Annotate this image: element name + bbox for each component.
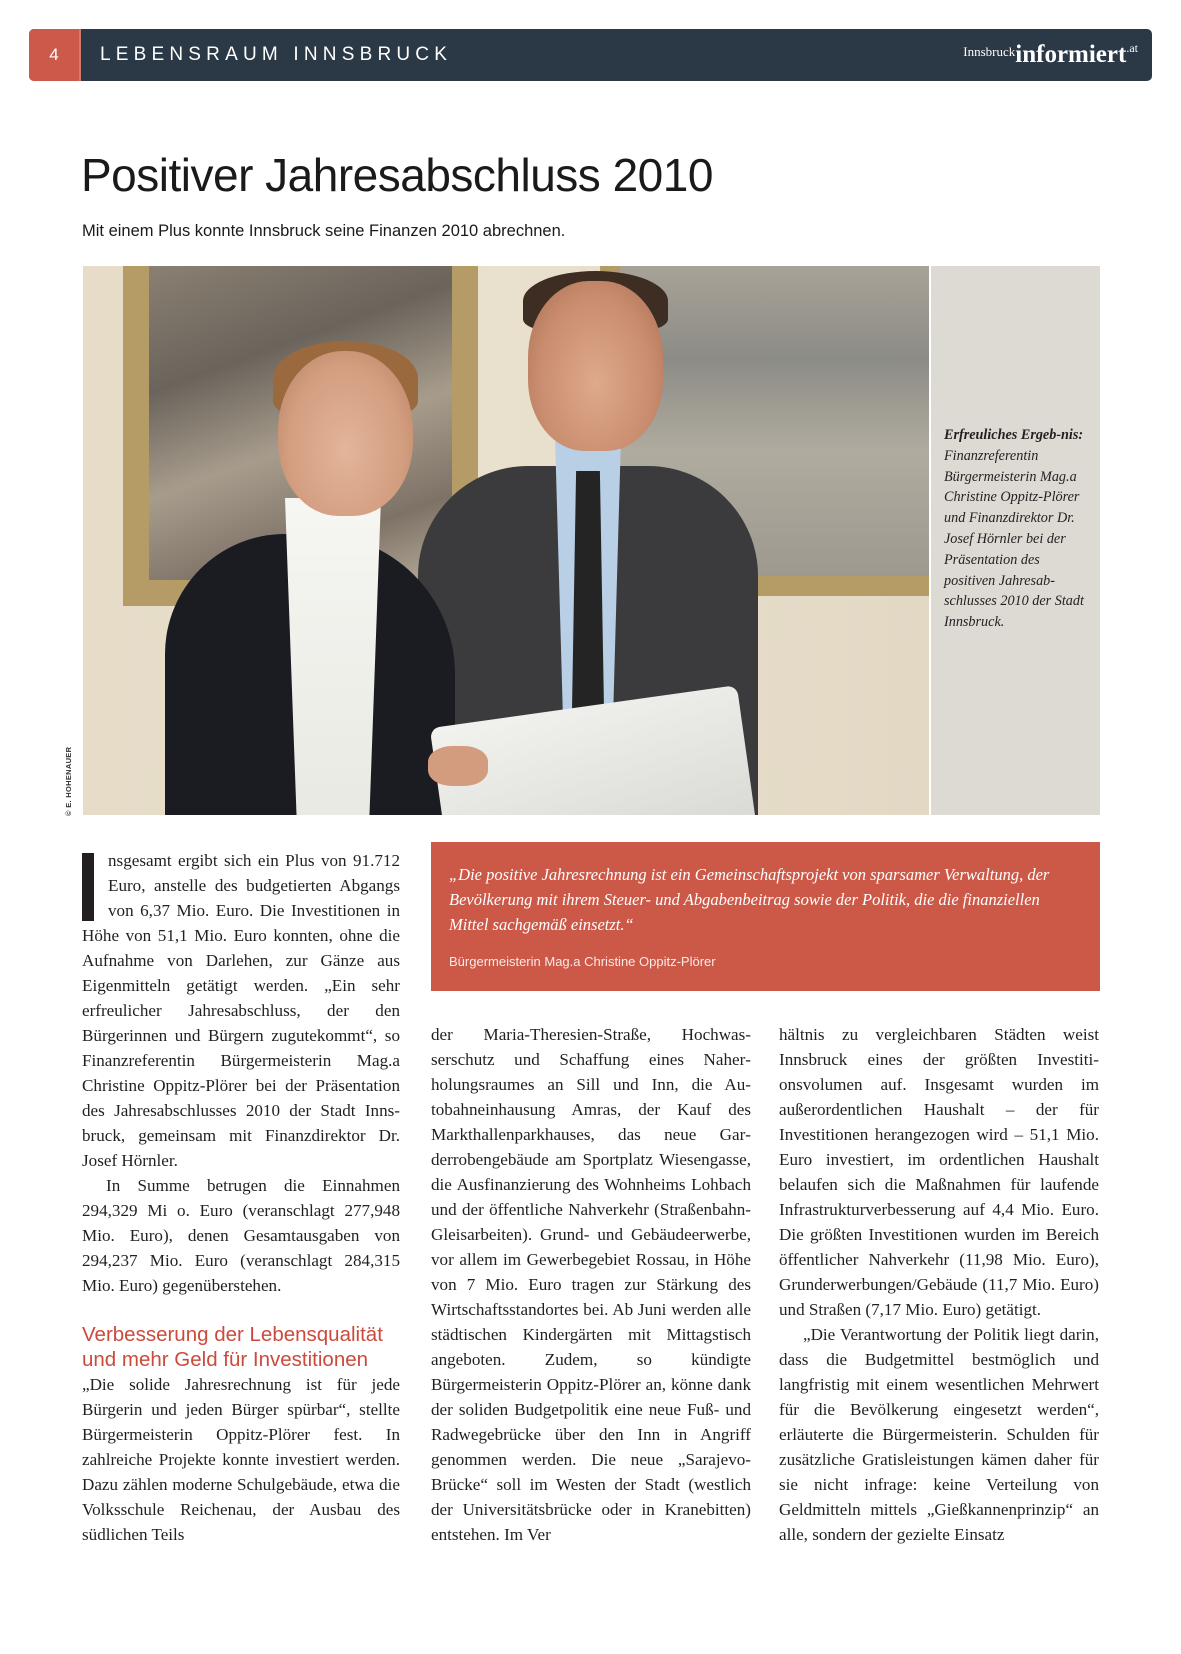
- drop-cap-i: [82, 853, 94, 921]
- body-column-3: [779, 1022, 1099, 1547]
- article-subtitle: Mit einem Plus konnte Innsbruck seine Finanzen 2010 abrechnen.: [82, 222, 566, 240]
- pull-quote-author: Bürgermeisterin Mag.a Christine Oppitz-Plörer: [449, 954, 716, 969]
- page-number: 4: [29, 29, 81, 81]
- article-photo: [83, 266, 929, 815]
- body-paragraph: nsgesamt ergibt sich ein Plus von 91.712 Euro, anstelle des budgetierten Abgangs von 6,37 Mio. Euro. Die Investitionen in Höhe von 51,1 Mio. Euro konnten, ohne die Aufnahme von Darlehen, zur Gänze aus Eigenmitteln getätigt werden. „Ein sehr erfreulicher Jahresabschluss, der den Bürgerinnen und Bürgern zugutekommt“, so Finanzreferentin Bürgermeisterin Mag.a Christine Oppitz-Plörer bei der Präsentation des Jahresabschlusses 2010 der Stadt Innsbruck, gemeinsam mit Finanzdirektor Dr. Josef Hörnler.: [82, 851, 400, 1170]
- brand-logo-suffix: .at: [1126, 41, 1138, 55]
- pull-quote: [431, 842, 1100, 991]
- section-title: LEBENSRAUM INNSBRUCK: [100, 44, 453, 65]
- body-paragraph: „Die solide Jahresrechnung ist für jede Bürgerin und jeden Bürger spürbar“, stellte Bürgermeisterin Oppitz-Plörer fest. In zahlreiche Projekte konnte investiert werden. Dazu zählen moderne Schulgebäude, etwa die Volksschule Reichenau, der Ausbau des südlichen Teils: [82, 1375, 400, 1544]
- section-header-bar: [29, 29, 1152, 81]
- section-heading: Verbesserung der Lebensqualität und mehr Geld für Investitionen: [82, 1323, 383, 1371]
- body-paragraph: hältnis zu vergleichbaren Städten weist Innsbruck eines der größten Investitionsvolumen auf. Insgesamt wurden im außerordentlichen Haushalt – der für Investitionen herangezogen wird – 51,1 Mio. Euro investiert, im ordentlichen Haushalt belaufen sich die Maßnahmen für laufende Infrastrukturverbesserung auf 4,4 Mio. Euro. Die größten Investitionen wurden im Bereich öffentlicher Nahverkehr (11,98 Mio. Euro), Grunderwerbungen/Gebäude (11,7 Mio. Euro) und Straßen (7,17 Mio. Euro) getätigt.: [779, 1025, 1099, 1319]
- pull-quote-text: „Die positive Jahresrechnung ist ein Gemeinschaftsprojekt von sparsamer Verwaltung, der Bevölkerung mit ihrem Steuer- und Abgabenbeitrag sowie der Politik, die die finanziellen Mittel sachgemäß einsetzt.“: [449, 865, 1050, 934]
- body-paragraph: „Die Verantwortung der Politik liegt darin, dass die Budgetmittel bestmöglich und langfristig mit einem wesentlichen Mehrwert für die Bevölkerung eingesetzt werden“, erläuterte die Bürgermeisterin. Schulden für zusätzliche Gratisleistungen kämen daher für sie nicht infrage: keine Verteilung von Geldmitteln mittels „Gießkannenprinzip“ an alle, sondern der gezielte Einsatz: [779, 1325, 1099, 1544]
- brand-logo-main: informiert: [1015, 41, 1127, 68]
- photo-credit: © E. HOHENAUER: [64, 746, 73, 816]
- body-column-2: [431, 1022, 751, 1547]
- body-paragraph: der Maria-Theresien-Straße, Hochwasserschutz und Schaffung eines Naherholungsraumes an Sill und Inn, die Autobahneinhausung Amras, der Kauf des Markthallenparkhauses, das neue Garderrobengebäude am Sportplatz Wiesengasse, die Ausfinanzierung des Wohnheims Lohbach und der öffentliche Nahverkehr (Straßenbahn-Gleisarbeiten). Grund- und Gebäudeerwerbe, vor allem im Gewerbegebiet Rossau, in Höhe von 7 Mio. Euro tragen zur Stärkung des Wirtschaftsstandortes bei. Ab Juni werden alle städtischen Kindergärten mit Mittagstisch angeboten. Zudem, so kündigte Bürgermeisterin Oppitz-Plörer an, könne dank der soliden Budgetpolitik eine neue Fuß- und Radwegebrücke über den Inn in Angriff genommen werden. Die neue „Sarajevo-Brücke“ soll im Westen der Stadt (westlich der Universitätsbrücke oder in Kranebitten) entstehen. Im Ver: [431, 1025, 751, 1544]
- brand-logo-prefix: Innsbruck: [963, 44, 1016, 59]
- caption-lead: Erfreuliches Ergeb-nis:: [944, 427, 1084, 443]
- brand-logo: [963, 41, 1138, 69]
- article-title: Positiver Jahresabschluss 2010: [81, 149, 713, 201]
- body-paragraph: In Summe betrugen die Einnahmen 294,329 Mi o. Euro (veranschlagt 277,948 Mio. Euro), denen Gesamtausgaben von 294,237 Mio. Euro (veranschlagt 284,315 Mio. Euro) gegenüberstehen.: [82, 1176, 400, 1295]
- caption-text: Finanzreferentin Bürgermeisterin Mag.a Christine Oppitz-Plörer und Finanzdirektor Dr. Josef Hörnler bei der Präsentation des positiven Jahresab-schlusses 2010 der Stadt Innsbruck.: [944, 447, 1084, 631]
- photo-caption: [944, 425, 1094, 633]
- body-column-1: [82, 848, 400, 1547]
